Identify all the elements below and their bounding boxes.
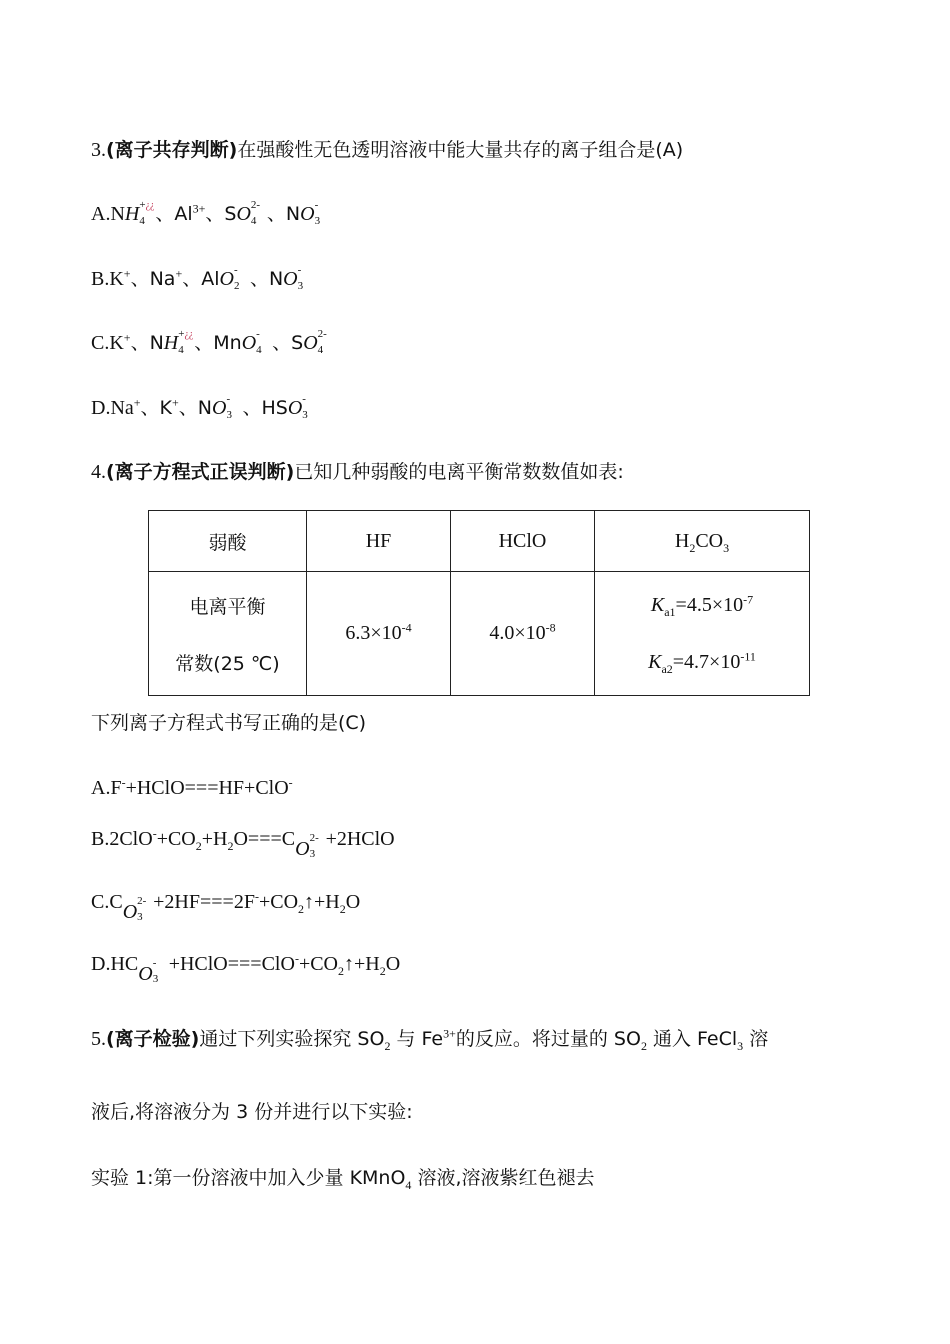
text: A.N (91, 203, 125, 225)
text: + (172, 395, 179, 410)
text: - (254, 889, 259, 904)
text: 4 (250, 215, 257, 227)
text: H (163, 332, 179, 354)
q3-option-a (91, 199, 331, 227)
q3-option-c (91, 328, 334, 356)
ka1 (596, 591, 808, 619)
text: 实验 1:第一份溶液中加入少量 KMnO (91, 1167, 406, 1189)
text: 3 (314, 215, 321, 227)
text: + (178, 328, 185, 340)
ion-script (309, 832, 326, 860)
text: B.K (91, 268, 124, 290)
text: - (256, 328, 260, 340)
q5-experiment-1 (91, 1166, 595, 1190)
text: 通入 FeCl (646, 1028, 738, 1050)
q3-number: 3. (91, 139, 106, 161)
text: +HClO===ClO (168, 953, 295, 975)
text: a1 (664, 604, 676, 619)
q5-stem (91, 1027, 768, 1051)
text: a2 (661, 661, 673, 676)
q3-question: 在强酸性无色透明溶液中能大量共存的离子组合是(A) (237, 139, 684, 161)
q5-number: 5. (91, 1028, 106, 1050)
text: 2 (233, 280, 240, 292)
q4-question: 已知几种弱酸的电离平衡常数数值如表: (294, 461, 624, 483)
ion-script (152, 957, 169, 985)
text: +CO (156, 828, 196, 850)
q4-option-c (91, 889, 361, 923)
text: CO (695, 529, 724, 552)
ion-script (297, 264, 314, 292)
text: + (139, 199, 146, 211)
text: 、K (140, 397, 173, 419)
text: =4.5×10 (675, 593, 744, 616)
ion-script (256, 328, 272, 356)
text: O (138, 963, 153, 985)
text: +H (201, 828, 228, 850)
text: O (122, 901, 138, 923)
hf-constant (307, 572, 451, 696)
text: O (287, 397, 303, 419)
text: H (124, 203, 140, 225)
text: O===C (233, 828, 296, 850)
q3-tag: (离子共存判断) (106, 139, 238, 161)
text: D.HC (91, 953, 139, 975)
ion-script (302, 393, 318, 421)
text: +CO (258, 891, 299, 913)
hclo-constant (451, 572, 595, 696)
text: 4 (317, 344, 324, 356)
text: 2 (379, 964, 386, 978)
text: 2 (195, 839, 202, 853)
text: - (288, 775, 293, 790)
warning-glyph: ¿¿ (184, 329, 194, 340)
text: 、N (130, 332, 164, 354)
text: - (294, 951, 299, 966)
text: O (283, 268, 298, 290)
text: 4 (405, 1178, 412, 1192)
text: O (345, 891, 361, 913)
text: 3 (723, 540, 730, 555)
text: 2- (250, 199, 261, 211)
ion-script (317, 328, 334, 356)
text: 、Mn (194, 332, 242, 354)
header-hclo: HClO (451, 511, 595, 572)
text: -7 (743, 591, 754, 606)
text: 2 (384, 1039, 391, 1053)
text: C.K (91, 332, 124, 354)
text: =4.7×10 (672, 650, 741, 673)
text: 6.3×10 (345, 622, 402, 644)
text: 、S (205, 203, 237, 225)
q3-option-b (91, 264, 314, 292)
q3-stem (91, 138, 683, 162)
text: 3 (137, 911, 143, 923)
ion-script (295, 827, 325, 860)
text: O (300, 203, 315, 225)
text: 4 (256, 344, 262, 356)
text: - (233, 264, 238, 276)
ion-script (314, 199, 331, 227)
text: 2- (137, 895, 147, 907)
text: 2 (339, 902, 346, 916)
text: 2 (227, 839, 234, 853)
text: - (152, 957, 157, 969)
text: 3 (737, 1039, 744, 1053)
ion-script (138, 952, 168, 985)
text: ↑+H (344, 953, 380, 975)
table-row (149, 572, 810, 696)
text: - (302, 393, 306, 405)
text: 3 (302, 409, 308, 421)
q4-subquestion: 下列离子方程式书写正确的是(C) (91, 712, 367, 734)
text: 3 (152, 973, 159, 985)
text: A.F (91, 777, 122, 799)
text: K (650, 593, 665, 616)
text: 溶 (743, 1028, 769, 1050)
text: - (152, 826, 157, 841)
ion-script (139, 199, 155, 227)
text: 2- (317, 328, 327, 340)
text: K (648, 650, 662, 673)
text: H (674, 529, 690, 552)
row-label (149, 572, 307, 696)
warning-glyph: ¿¿ (145, 200, 155, 211)
text: +2HClO (325, 828, 395, 850)
text: - (297, 264, 302, 276)
h2co3-constants (595, 572, 810, 696)
q4-option-b (91, 826, 395, 860)
text: 、N (249, 268, 284, 290)
text: D.Na (91, 397, 134, 419)
text: 、N (266, 203, 301, 225)
text: 溶液,溶液紫红色褪去 (411, 1167, 595, 1189)
text: - (226, 393, 231, 405)
text: 、S (272, 332, 304, 354)
text: O (303, 332, 318, 354)
q4-number: 4. (91, 461, 106, 483)
text: 2 (298, 902, 305, 916)
text: 3 (309, 848, 316, 860)
text: 通过下列实验探究 SO (199, 1028, 385, 1050)
text: O (212, 397, 227, 419)
text: 4 (139, 215, 145, 227)
text: - (121, 775, 126, 790)
text: 2 (338, 964, 344, 978)
q5-line2: 液后,将溶液分为 3 份并进行以下实验: (91, 1101, 413, 1123)
text: 、Na (130, 268, 176, 290)
text: +2HF===2F (153, 891, 255, 913)
text: +HClO===HF+ClO (125, 777, 289, 799)
text: ↑+H (304, 891, 340, 913)
q3-option-d (91, 393, 318, 421)
text: -8 (545, 620, 556, 635)
text: C.C (91, 891, 123, 913)
text: O (236, 203, 251, 225)
text: 、N (178, 397, 213, 419)
ion-script (178, 328, 194, 356)
text: 、HS (242, 397, 288, 419)
q5-tag: (离子检验) (106, 1028, 200, 1050)
ion-script (250, 199, 267, 227)
text: 4.0×10 (489, 622, 546, 644)
text: + (133, 395, 141, 410)
q4-option-a (91, 776, 293, 800)
text: O (241, 332, 257, 354)
text: 、Al (182, 268, 220, 290)
q4-stem (91, 460, 624, 484)
text: 3 (297, 280, 304, 292)
ion-script (122, 890, 153, 923)
text: 3+ (443, 1026, 456, 1041)
ion-script (137, 895, 153, 923)
q4-option-d (91, 951, 401, 985)
text: 3 (226, 409, 232, 421)
ionization-constant-table (148, 510, 810, 696)
text: 2 (640, 1039, 647, 1053)
header-hf: HF (307, 511, 451, 572)
table-header-row (149, 511, 810, 572)
row-label-line2: 常数(25 ℃) (175, 652, 280, 675)
text: - (314, 199, 319, 211)
text: 、Al (155, 203, 193, 225)
ion-script (233, 264, 250, 292)
text: 4 (178, 344, 184, 356)
text: O (295, 838, 310, 860)
text: -11 (740, 648, 756, 663)
row-label-line1: 电离平衡 (189, 595, 266, 618)
text: O (385, 953, 401, 975)
text: 2 (689, 540, 696, 555)
text: 与 Fe (390, 1028, 444, 1050)
text: O (219, 268, 234, 290)
header-weak-acid: 弱酸 (149, 511, 307, 572)
text: +CO (298, 953, 338, 975)
header-h2co3 (595, 511, 810, 572)
text: + (175, 266, 183, 281)
text: 的反应。将过量的 SO (455, 1028, 641, 1050)
ka2 (596, 648, 808, 676)
ion-script (226, 393, 242, 421)
text: -4 (401, 620, 412, 635)
text: B.2ClO (91, 828, 153, 850)
text: + (123, 330, 131, 345)
q4-tag: (离子方程式正误判断) (106, 461, 295, 483)
text: 2- (309, 832, 319, 844)
text: 3+ (192, 201, 206, 216)
text: + (123, 266, 131, 281)
